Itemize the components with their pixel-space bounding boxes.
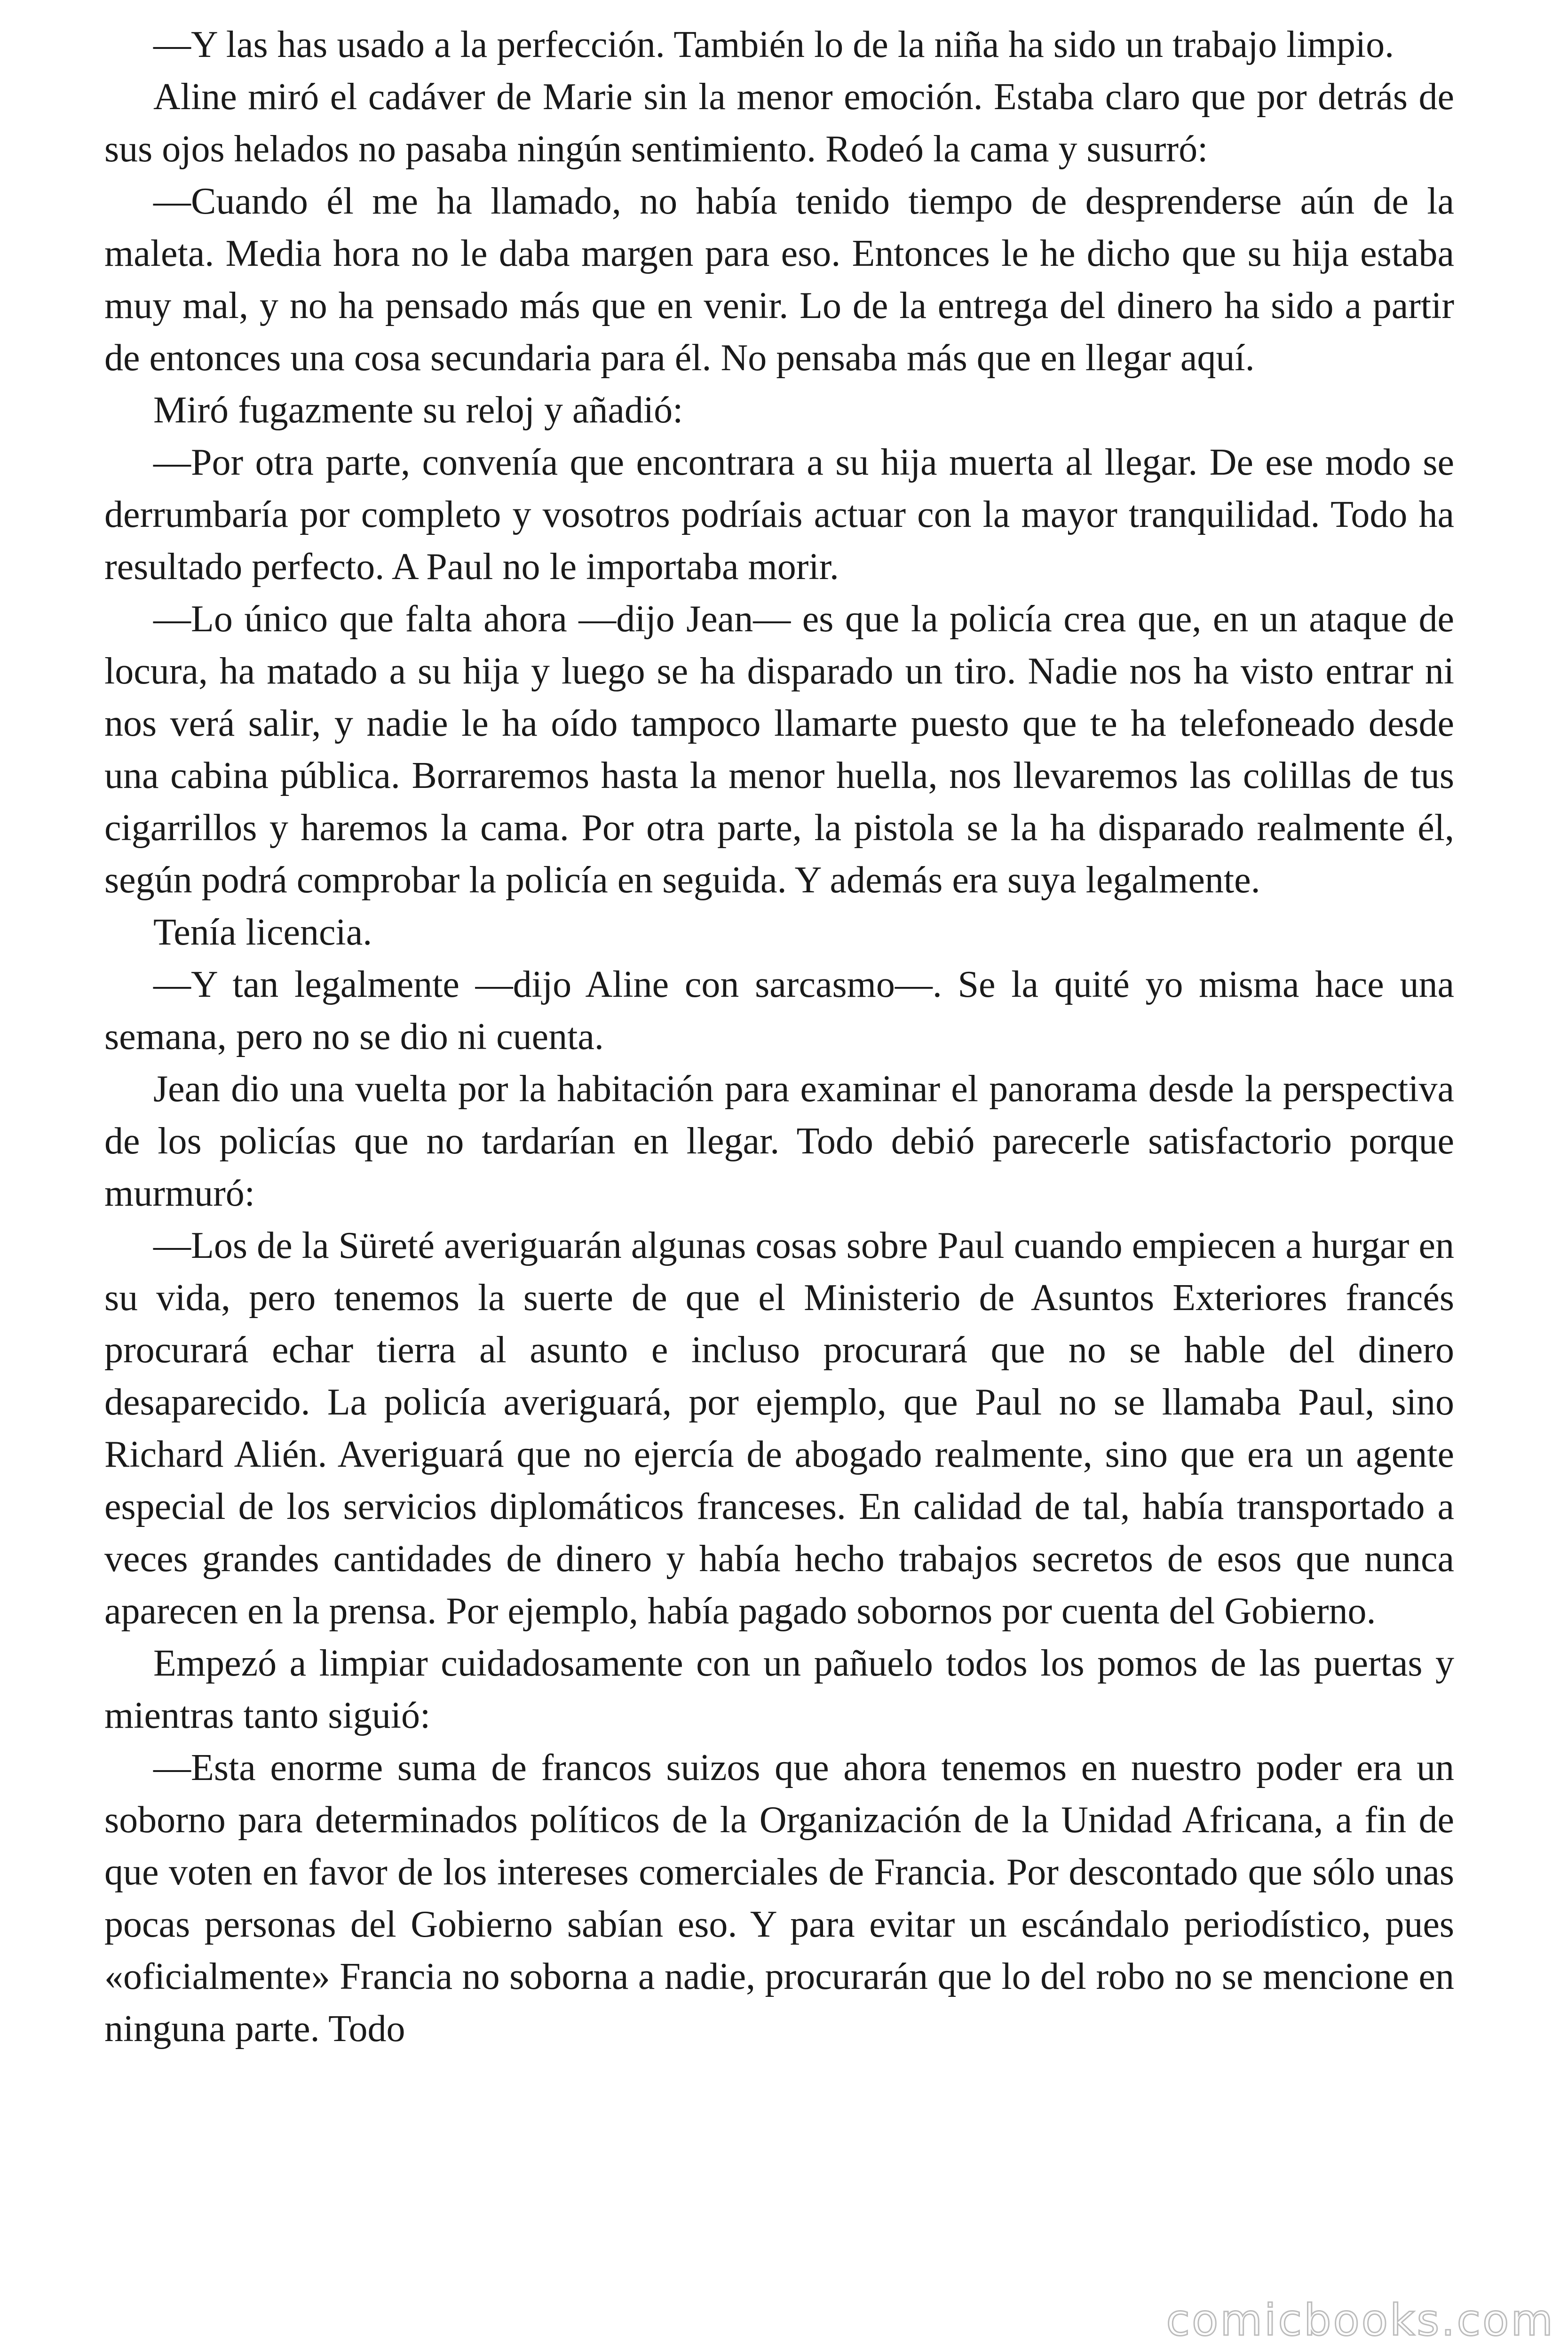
paragraph: —Y las has usado a la perfección. También lo de la niña ha sido un trabajo limpio. — [153, 24, 1394, 65]
paragraph: —Y tan legalmente —dijo Aline con sarcasmo—. Se la quité yo misma hace una semana, pero no se dio ni cuenta. — [104, 964, 1454, 1057]
paragraph: Empezó a limpiar cuidadosamente con un pañuelo todos los pomos de las puertas y mientras tanto siguió: — [104, 1643, 1454, 1736]
body-text — [104, 19, 1454, 2055]
paragraph: —Cuando él me ha llamado, no había tenido tiempo de desprenderse aún de la maleta. Media hora no le daba margen para eso. Entonces le he dicho que su hija estaba muy mal, y no ha pensado más que en venir. Lo de la entrega del dinero ha sido a partir de entonces una cosa secundaria para él. No pensaba más que en llegar aquí. — [104, 181, 1454, 379]
paragraph: Jean dio una vuelta por la habitación para examinar el panorama desde la perspectiva de los policías que no tardarían en llegar. Todo debió parecerle satisfactorio porque murmuró: — [104, 1068, 1454, 1214]
paragraph: —Lo único que falta ahora —dijo Jean— es que la policía crea que, en un ataque de locura, ha matado a su hija y luego se ha disparado un tiro. Nadie nos ha visto entrar ni nos verá salir, y nadie le ha oído tampoco llamarte puesto que te ha telefoneado desde una cabina pública. Borraremos hasta la menor huella, nos llevaremos las colillas de tus cigarrillos y haremos la cama. Por otra parte, la pistola se la ha disparado realmente él, según podrá comprobar la policía en seguida. Y además era suya legalmente. — [104, 598, 1454, 901]
paragraph: —Por otra parte, convenía que encontrara a su hija muerta al llegar. De ese modo se derrumbaría por completo y vosotros podríais actuar con la mayor tranquilidad. Todo ha resultado perfecto. A Paul no le importaba morir. — [104, 442, 1454, 588]
paragraph: —Los de la Süreté averiguarán algunas cosas sobre Paul cuando empiecen a hurgar en su vida, pero tenemos la suerte de que el Ministerio de Asuntos Exteriores francés procurará echar tierra al asunto e incluso procurará que no se hable del dinero desaparecido. La policía averiguará, por ejemplo, que Paul no se llamaba Paul, sino Richard Alién. Averiguará que no ejercía de abogado realmente, sino que era un agente especial de los servicios diplomáticos franceses. En calidad de tal, había transportado a veces grandes cantidades de dinero y había hecho trabajos secretos de esos que nunca aparecen en la prensa. Por ejemplo, había pagado sobornos por cuenta del Gobierno. — [104, 1225, 1454, 1632]
paragraph: —Esta enorme suma de francos suizos que ahora tenemos en nuestro poder era un soborno para determinados políticos de la Organización de la Unidad Africana, a fin de que voten en favor de los intereses comerciales de Francia. Por descontado que sólo unas pocas personas del Gobierno sabían eso. Y para evitar un escándalo periodístico, pues «oficialmente» Francia no soborna a nadie, procurarán que lo del robo no se mencione en ninguna parte. Todo — [104, 1747, 1454, 2050]
paragraph: Miró fugazmente su reloj y añadió: — [153, 389, 683, 431]
watermark: comicbooks.com — [1166, 2295, 1555, 2345]
paragraph: Aline miró el cadáver de Marie sin la menor emoción. Estaba claro que por detrás de sus ojos helados no pasaba ningún sentimiento. Rodeó la cama y susurró: — [104, 76, 1454, 170]
paragraph: Tenía licencia. — [153, 912, 372, 953]
